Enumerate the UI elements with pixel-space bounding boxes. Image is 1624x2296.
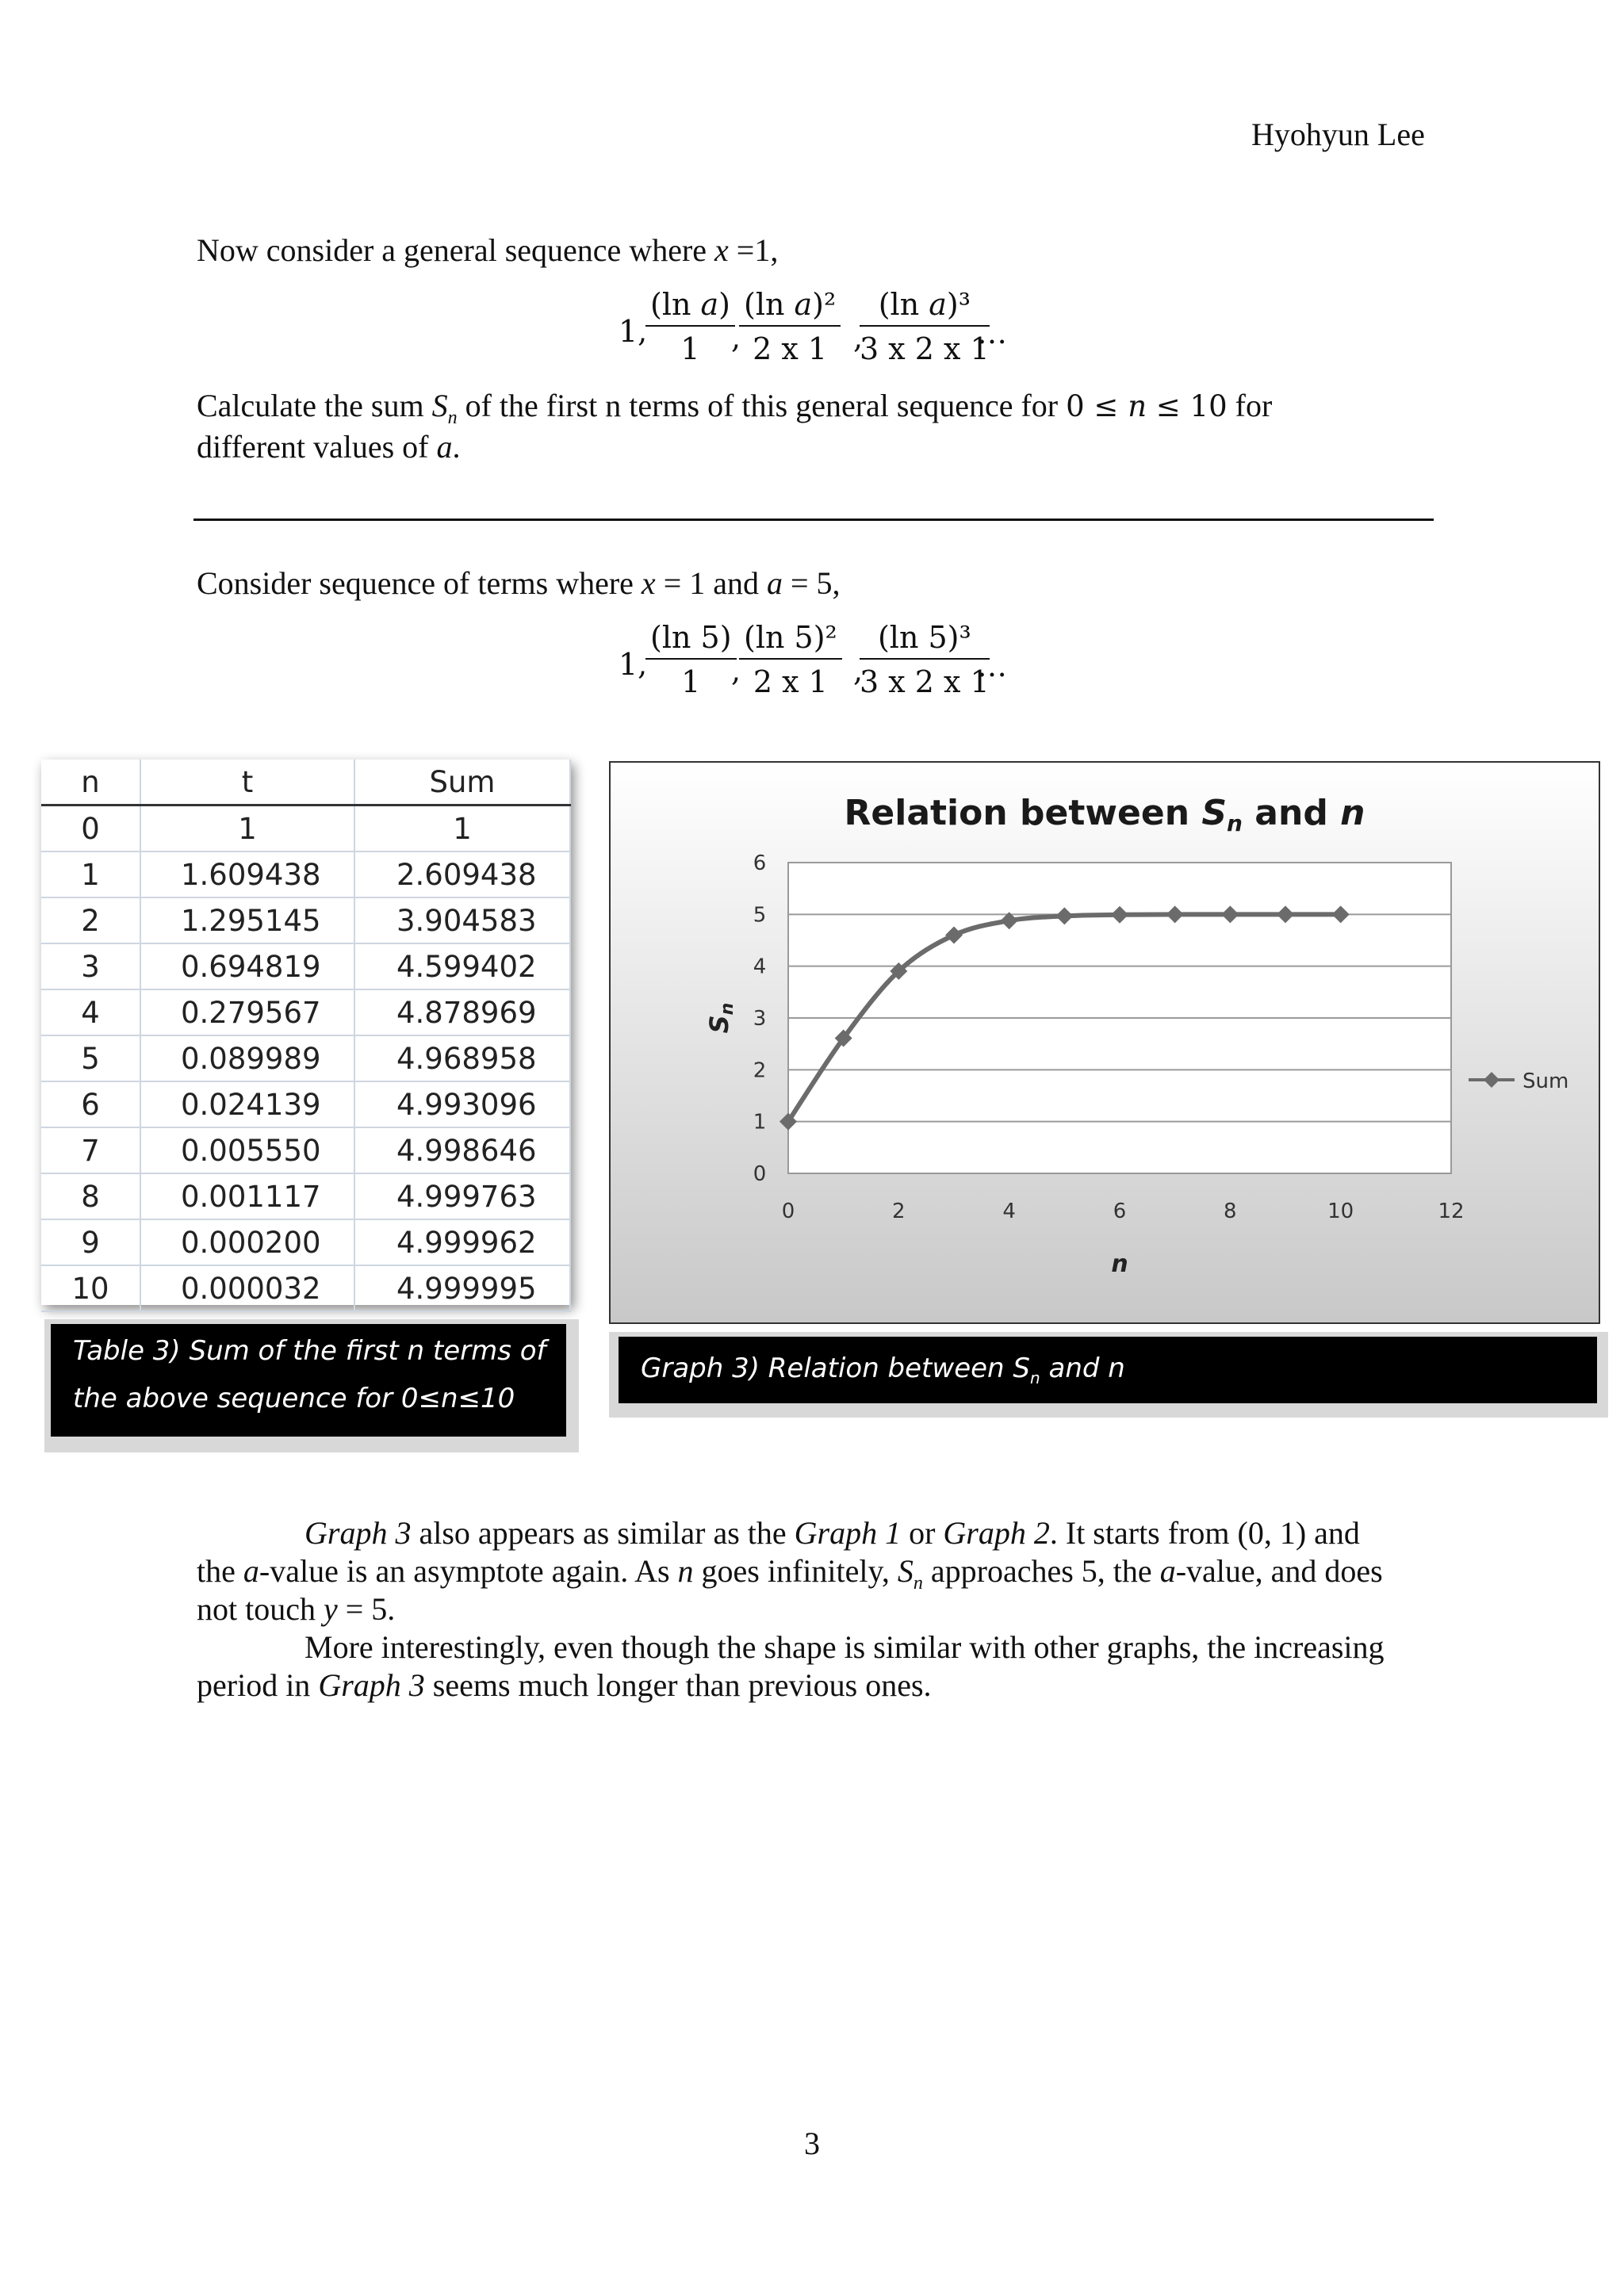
cell-n: 4 <box>41 989 140 1035</box>
table-row <box>41 1035 570 1081</box>
y-tick-labels <box>753 851 767 1186</box>
calc-inequality: 0 ≤ 𝑛 ≤ 10 <box>1066 389 1228 423</box>
body-text: approaches 5, the <box>922 1553 1160 1589</box>
body-text: the <box>197 1553 243 1589</box>
body-paragraph-1-line-1 <box>304 1514 1360 1552</box>
seq-lead: 1, <box>619 314 648 349</box>
cell-t: 0.001117 <box>140 1173 354 1219</box>
table-row <box>41 851 570 897</box>
body-text: seems much longer than previous ones. <box>424 1667 932 1703</box>
calc-sub: n <box>447 408 458 428</box>
seq-comma: , <box>853 320 864 355</box>
table-row <box>41 943 570 989</box>
x-axis-label: n <box>1111 1250 1128 1278</box>
cell-t: 0.694819 <box>140 943 354 989</box>
cell-sum: 4.599402 <box>354 943 570 989</box>
example-text-b: = 1 and <box>655 565 767 601</box>
chart-frame <box>609 761 1600 1324</box>
denominator: 2 x 1 <box>753 664 828 699</box>
table-caption <box>51 1324 566 1437</box>
cell-t: 0.089989 <box>140 1035 354 1081</box>
calculate-line-2 <box>197 428 460 466</box>
y-tick-label: 2 <box>753 1058 767 1083</box>
cell-n: 0 <box>41 806 140 852</box>
column-header-sum: Sum <box>354 760 570 806</box>
ref-graph-3: Graph 3 <box>304 1515 412 1551</box>
ref-graph-2: Graph 2 <box>943 1515 1050 1551</box>
legend-label-sum: Sum <box>1522 1070 1569 1093</box>
calc-s: S <box>431 388 448 423</box>
x-tick-label: 12 <box>1438 1200 1465 1223</box>
table-row <box>41 1127 570 1173</box>
denominator: 1 <box>681 664 701 699</box>
numerator: (ln 𝑎)² <box>739 287 841 327</box>
x-tick-labels <box>782 1200 1465 1223</box>
calc-text-c: for <box>1227 388 1273 423</box>
cell-t: 0.024139 <box>140 1081 354 1127</box>
cell-n: 9 <box>41 1219 140 1265</box>
y-tick-label: 6 <box>753 851 767 875</box>
cell-sum: 1 <box>354 806 570 852</box>
table-caption-line-1: Table 3) Sum of the first n terms of <box>73 1335 546 1367</box>
example-text-a: Consider sequence of terms where <box>197 565 642 601</box>
table-header-row <box>41 760 570 806</box>
chart-title: Relation between Sn and n <box>844 793 1365 836</box>
intro-var-x: x <box>714 232 729 268</box>
cell-sum: 4.878969 <box>354 989 570 1035</box>
denominator: 3 x 2 x 1 <box>860 331 990 366</box>
body-text: or <box>901 1515 944 1551</box>
fraction-term-2 <box>739 287 841 366</box>
example-text-c: = 5, <box>783 565 841 601</box>
body-var-n: n <box>677 1553 694 1589</box>
seq-comma: , <box>731 653 741 688</box>
x-tick-label: 2 <box>892 1200 906 1223</box>
cell-t: 0.000032 <box>140 1265 354 1311</box>
x-tick-label: 10 <box>1327 1200 1354 1223</box>
body-text: -value, and does <box>1175 1553 1383 1589</box>
x-tick-label: 6 <box>1113 1200 1127 1223</box>
body-var-s: S <box>897 1553 914 1589</box>
cell-sum: 2.609438 <box>354 851 570 897</box>
numerator: (ln 5) <box>645 620 737 660</box>
cell-t: 1.295145 <box>140 897 354 943</box>
section-divider <box>193 519 1434 521</box>
graph-caption-a: Graph 3) Relation between S <box>641 1353 1030 1384</box>
denominator: 1 <box>680 331 700 366</box>
cell-t: 0.000200 <box>140 1219 354 1265</box>
x-tick-label: 8 <box>1224 1200 1237 1223</box>
table-row <box>41 1081 570 1127</box>
numerator: (ln 𝑎) <box>645 287 735 327</box>
body-text: More interestingly, even though the shape is similar with other graphs, the increasing <box>304 1629 1385 1665</box>
body-var-a: a <box>1159 1553 1176 1589</box>
seq-ellipsis: … <box>977 649 1007 683</box>
intro-text-b: =1, <box>728 232 779 268</box>
x-tick-label: 0 <box>781 1200 795 1223</box>
cell-sum: 4.968958 <box>354 1035 570 1081</box>
fraction-term-2 <box>739 620 842 699</box>
fraction-term-1 <box>645 620 737 699</box>
numerator: (ln 𝑎)³ <box>860 287 990 327</box>
body-text: period in <box>197 1667 319 1703</box>
legend <box>1469 1070 1568 1093</box>
fraction-term-3 <box>860 287 990 366</box>
example-var-x: x <box>641 565 656 601</box>
seq-lead: 1, <box>619 647 648 682</box>
cell-sum: 4.993096 <box>354 1081 570 1127</box>
example-var-a: a <box>767 565 783 601</box>
x-tick-label: 4 <box>1002 1200 1016 1223</box>
cell-n: 5 <box>41 1035 140 1081</box>
y-tick-label: 0 <box>753 1162 767 1186</box>
body-var-a: a <box>243 1553 259 1589</box>
graph-caption-text <box>641 1353 1125 1387</box>
graph-caption-b: and n <box>1040 1353 1125 1384</box>
table-row <box>41 897 570 943</box>
body-text: not touch <box>197 1591 324 1627</box>
table-row <box>41 1173 570 1219</box>
calc-text-b: of the first n terms of this general sequence for <box>457 388 1067 423</box>
graph-caption-sub: n <box>1029 1368 1040 1387</box>
column-header-t: t <box>140 760 354 806</box>
table-row <box>41 1265 570 1311</box>
legend-marker <box>1484 1072 1500 1088</box>
cell-sum: 3.904583 <box>354 897 570 943</box>
body-text: also appears as similar as the <box>411 1515 795 1551</box>
sum-table <box>41 760 571 1312</box>
cell-t: 1.609438 <box>140 851 354 897</box>
specific-sequence <box>619 620 1015 715</box>
sum-table-container <box>41 760 571 1305</box>
cell-n: 10 <box>41 1265 140 1311</box>
cell-n: 3 <box>41 943 140 989</box>
table-row <box>41 1219 570 1265</box>
body-paragraph-2-line-1 <box>304 1628 1385 1667</box>
page-number: 3 <box>804 2126 820 2161</box>
cell-sum: 4.999763 <box>354 1173 570 1219</box>
body-text: . It starts from (0, 1) and <box>1049 1515 1360 1551</box>
calc2-var: a <box>436 429 453 465</box>
ref-graph-1: Graph 1 <box>794 1515 902 1551</box>
body-text: goes infinitely, <box>693 1553 898 1589</box>
cell-t: 0.005550 <box>140 1127 354 1173</box>
cell-t: 0.279567 <box>140 989 354 1035</box>
body-paragraph-2-line-2 <box>197 1667 932 1705</box>
calc-text-a: Calculate the sum <box>197 388 432 423</box>
body-var-sub: n <box>913 1573 923 1594</box>
y-tick-label: 3 <box>753 1007 767 1031</box>
seq-comma: , <box>853 653 864 688</box>
cell-n: 8 <box>41 1173 140 1219</box>
body-text: = 5. <box>337 1591 396 1627</box>
cell-n: 6 <box>41 1081 140 1127</box>
intro-line <box>197 232 778 270</box>
cell-n: 7 <box>41 1127 140 1173</box>
y-tick-label: 5 <box>753 903 767 928</box>
example-line <box>197 564 841 603</box>
fraction-term-3 <box>860 620 990 699</box>
cell-n: 2 <box>41 897 140 943</box>
numerator: (ln 5)³ <box>860 620 990 660</box>
graph-caption <box>619 1337 1597 1403</box>
cell-sum: 4.999995 <box>354 1265 570 1311</box>
column-header-n: n <box>41 760 140 806</box>
intro-text-a: Now consider a general sequence where <box>197 232 715 268</box>
body-var-y: y <box>323 1591 338 1627</box>
cell-sum: 4.998646 <box>354 1127 570 1173</box>
ref-graph-3: Graph 3 <box>318 1667 425 1703</box>
cell-n: 1 <box>41 851 140 897</box>
denominator: 3 x 2 x 1 <box>860 664 990 699</box>
numerator: (ln 5)² <box>739 620 842 660</box>
author-name: Hyohyun Lee <box>1251 117 1425 152</box>
body-text: -value is an asymptote again. As <box>259 1553 678 1589</box>
calc2-text-a: different values of <box>197 429 437 465</box>
denominator: 2 x 1 <box>753 331 828 366</box>
sn-vs-n-line-chart <box>611 763 1599 1322</box>
table-row <box>41 806 570 852</box>
y-axis-label: Sn <box>704 1002 737 1034</box>
y-tick-label: 4 <box>753 955 767 979</box>
y-tick-label: 1 <box>753 1110 767 1135</box>
table-row <box>41 989 570 1035</box>
fraction-term-1 <box>645 287 735 366</box>
cell-t: 1 <box>140 806 354 852</box>
seq-ellipsis: … <box>977 316 1007 350</box>
calc2-text-b: . <box>452 429 461 465</box>
general-sequence <box>619 287 1015 382</box>
cell-sum: 4.999962 <box>354 1219 570 1265</box>
seq-comma: , <box>731 320 741 355</box>
body-paragraph-1-line-3 <box>197 1590 395 1628</box>
table-caption-line-2: the above sequence for 0≤n≤10 <box>73 1383 515 1414</box>
